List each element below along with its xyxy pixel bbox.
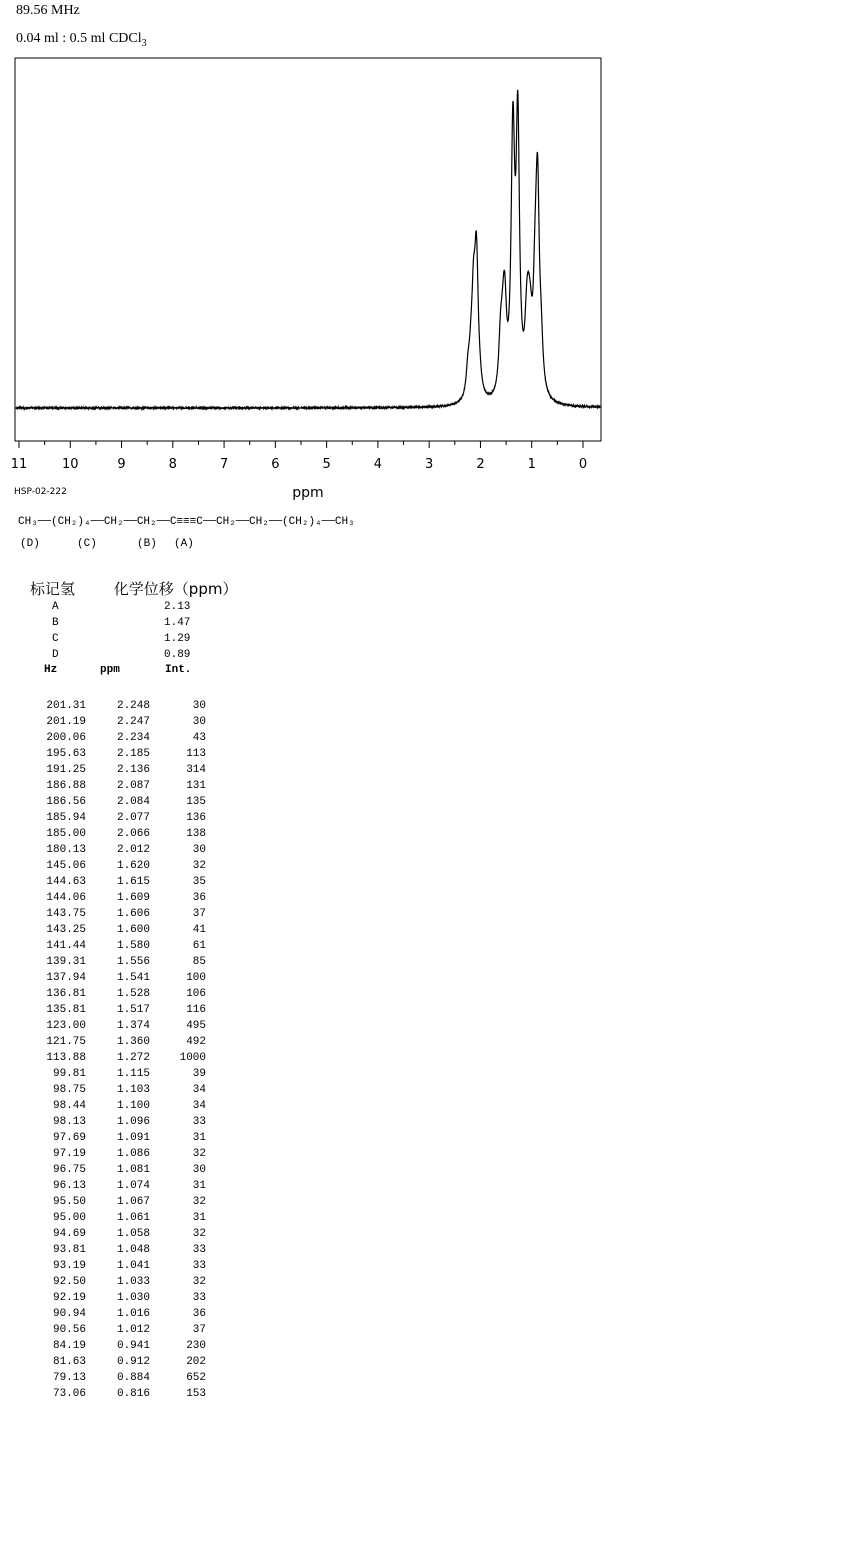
peak-hz: 94.69 <box>52 1228 86 1240</box>
peak-int: 314 <box>186 764 206 776</box>
label-c: (C) <box>77 538 97 550</box>
peak-int: 31 <box>192 1132 206 1144</box>
peak-hz: 113.88 <box>46 1052 86 1064</box>
peak-ppm: 1.103 <box>116 1084 150 1096</box>
peak-ppm: 0.884 <box>116 1372 150 1384</box>
peak-ppm: 1.272 <box>116 1052 150 1064</box>
peak-hz: 185.94 <box>46 812 86 824</box>
peak-int: 33 <box>192 1292 206 1304</box>
x-tick-label: 8 <box>168 457 177 472</box>
peak-int: 153 <box>186 1388 206 1400</box>
peak-int: 36 <box>192 892 206 904</box>
peak-ppm: 1.115 <box>116 1068 150 1080</box>
peak-hz: 97.19 <box>52 1148 86 1160</box>
peak-int: 39 <box>192 1068 206 1080</box>
assignment-col-shift: 化学位移（ppm） <box>113 580 238 598</box>
peak-int: 33 <box>192 1244 206 1256</box>
peak-hz: 81.63 <box>52 1356 86 1368</box>
peak-ppm: 2.234 <box>116 732 150 744</box>
label-a: (A) <box>174 538 194 550</box>
peak-ppm: 1.556 <box>116 956 150 968</box>
peak-hz: 144.06 <box>46 892 86 904</box>
peak-int: 1000 <box>179 1052 206 1064</box>
peak-hz: 200.06 <box>46 732 86 744</box>
sample-text: 0.04 ml : 0.5 ml CDCl <box>16 31 142 46</box>
header-ppm: ppm <box>100 664 120 676</box>
peak-hz: 95.50 <box>52 1196 86 1208</box>
peak-hz: 135.81 <box>46 1004 86 1016</box>
x-tick-label: 10 <box>61 457 79 472</box>
peak-ppm: 1.030 <box>116 1292 150 1304</box>
spectrum-trace <box>16 90 600 409</box>
peak-hz: 145.06 <box>46 860 86 872</box>
peak-hz: 201.19 <box>46 716 86 728</box>
assignment-label: A <box>52 601 59 613</box>
peak-int: 32 <box>192 1148 206 1160</box>
peak-hz: 195.63 <box>46 748 86 760</box>
assignment-col-label: 标记氢 <box>30 580 76 598</box>
sample-subscript: 3 <box>141 37 147 49</box>
peak-ppm: 2.084 <box>116 796 150 808</box>
nmr-spectrum-chart <box>0 0 850 510</box>
spectrum-code: HSP-02-222 <box>14 487 67 497</box>
peak-int: 230 <box>186 1340 206 1352</box>
header-hz: Hz <box>44 664 58 676</box>
assignment-label: C <box>52 633 59 645</box>
peak-ppm: 2.077 <box>116 812 150 824</box>
peak-int: 34 <box>192 1084 206 1096</box>
peak-ppm: 1.615 <box>116 876 150 888</box>
peak-int: 30 <box>192 716 206 728</box>
peak-int: 30 <box>192 1164 206 1176</box>
peak-hz: 96.13 <box>52 1180 86 1192</box>
peak-hz: 180.13 <box>46 844 86 856</box>
assignment-shift: 0.89 <box>164 649 191 661</box>
peak-ppm: 2.247 <box>116 716 150 728</box>
peak-hz: 137.94 <box>46 972 86 984</box>
peak-int: 37 <box>192 1324 206 1336</box>
peak-ppm: 2.012 <box>116 844 150 856</box>
peak-ppm: 1.374 <box>116 1020 150 1032</box>
x-tick-label: 11 <box>10 457 28 472</box>
x-tick-label: 5 <box>322 457 331 472</box>
x-axis-label: ppm <box>292 485 324 501</box>
peak-hz: 96.75 <box>52 1164 86 1176</box>
header-int: Int. <box>165 664 192 676</box>
peak-ppm: 2.185 <box>116 748 150 760</box>
peak-hz: 186.88 <box>46 780 86 792</box>
peak-int: 61 <box>192 940 206 952</box>
peak-int: 31 <box>192 1212 206 1224</box>
peak-hz: 185.00 <box>46 828 86 840</box>
assignment-shift: 1.29 <box>164 633 191 645</box>
peak-ppm: 0.941 <box>116 1340 150 1352</box>
peak-int: 131 <box>186 780 206 792</box>
peak-hz: 98.75 <box>52 1084 86 1096</box>
peak-int: 85 <box>192 956 206 968</box>
peak-hz: 79.13 <box>52 1372 86 1384</box>
x-tick-label: 9 <box>117 457 126 472</box>
peak-int: 32 <box>192 1276 206 1288</box>
x-tick-label: 7 <box>219 457 229 472</box>
peak-hz: 95.00 <box>52 1212 86 1224</box>
peak-ppm: 1.600 <box>116 924 150 936</box>
peak-ppm: 1.086 <box>116 1148 150 1160</box>
peak-hz: 93.19 <box>52 1260 86 1272</box>
peak-int: 652 <box>186 1372 206 1384</box>
peak-int: 135 <box>186 796 206 808</box>
peak-ppm: 1.541 <box>116 972 150 984</box>
peak-ppm: 1.074 <box>116 1180 150 1192</box>
peak-ppm: 1.067 <box>116 1196 150 1208</box>
peak-hz: 144.63 <box>46 876 86 888</box>
peak-ppm: 1.096 <box>116 1116 150 1128</box>
peak-int: 138 <box>186 828 206 840</box>
peak-ppm: 1.091 <box>116 1132 150 1144</box>
peak-hz: 92.19 <box>52 1292 86 1304</box>
peak-ppm: 2.136 <box>116 764 150 776</box>
peak-int: 35 <box>192 876 206 888</box>
peak-table-header <box>0 664 220 678</box>
peak-hz: 201.31 <box>46 700 86 712</box>
peak-int: 37 <box>192 908 206 920</box>
label-b: (B) <box>137 538 157 550</box>
peak-ppm: 0.912 <box>116 1356 150 1368</box>
x-tick-label: 4 <box>373 457 383 472</box>
peak-int: 106 <box>186 988 206 1000</box>
assignment-label: B <box>52 617 59 629</box>
peak-ppm: 1.061 <box>116 1212 150 1224</box>
peak-int: 495 <box>186 1020 206 1032</box>
peak-hz: 92.50 <box>52 1276 86 1288</box>
peak-int: 41 <box>192 924 206 936</box>
peak-int: 202 <box>186 1356 206 1368</box>
peak-hz: 141.44 <box>46 940 86 952</box>
peak-hz: 84.19 <box>52 1340 86 1352</box>
peak-ppm: 1.528 <box>116 988 150 1000</box>
peak-int: 30 <box>192 844 206 856</box>
peak-int: 36 <box>192 1308 206 1320</box>
x-tick-label: 6 <box>271 457 280 472</box>
x-tick-label: 2 <box>476 457 485 472</box>
peak-hz: 98.44 <box>52 1100 86 1112</box>
peak-int: 34 <box>192 1100 206 1112</box>
peak-hz: 139.31 <box>46 956 86 968</box>
peak-ppm: 1.048 <box>116 1244 150 1256</box>
peak-hz: 143.25 <box>46 924 86 936</box>
peak-hz: 143.75 <box>46 908 86 920</box>
peak-ppm: 1.012 <box>116 1324 150 1336</box>
assignment-shift: 1.47 <box>164 617 191 629</box>
peak-ppm: 1.606 <box>116 908 150 920</box>
peak-hz: 186.56 <box>46 796 86 808</box>
peak-int: 32 <box>192 860 206 872</box>
peak-int: 492 <box>186 1036 206 1048</box>
peak-hz: 73.06 <box>52 1388 86 1400</box>
peak-hz: 90.56 <box>52 1324 86 1336</box>
peak-int: 100 <box>186 972 206 984</box>
assignment-header <box>30 578 237 599</box>
peak-ppm: 1.016 <box>116 1308 150 1320</box>
x-tick-label: 1 <box>527 457 536 472</box>
peak-int: 43 <box>192 732 206 744</box>
label-d: (D) <box>20 538 40 550</box>
structure-formula: CH₃──(CH₂)₄──CH₂──CH₂──C≡≡≡C──CH₂──CH₂──(CH₂)₄──CH₃ <box>18 516 355 528</box>
peak-ppm: 1.620 <box>116 860 150 872</box>
assignment-label: D <box>52 649 59 661</box>
peak-int: 32 <box>192 1228 206 1240</box>
peak-hz: 191.25 <box>46 764 86 776</box>
peak-int: 30 <box>192 700 206 712</box>
peak-hz: 123.00 <box>46 1020 86 1032</box>
peak-int: 33 <box>192 1260 206 1272</box>
assignment-shift: 2.13 <box>164 601 191 613</box>
peak-int: 33 <box>192 1116 206 1128</box>
peak-int: 32 <box>192 1196 206 1208</box>
peak-ppm: 1.580 <box>116 940 150 952</box>
peak-hz: 136.81 <box>46 988 86 1000</box>
peak-hz: 99.81 <box>52 1068 86 1080</box>
peak-ppm: 1.058 <box>116 1228 150 1240</box>
peak-int: 31 <box>192 1180 206 1192</box>
peak-int: 116 <box>186 1004 206 1016</box>
spectrometer-frequency: 89.56 MHz <box>16 3 80 18</box>
peak-hz: 98.13 <box>52 1116 86 1128</box>
peak-ppm: 1.517 <box>116 1004 150 1016</box>
peak-hz: 121.75 <box>46 1036 86 1048</box>
peak-hz: 93.81 <box>52 1244 86 1256</box>
peak-ppm: 1.360 <box>116 1036 150 1048</box>
peak-ppm: 2.087 <box>116 780 150 792</box>
peak-ppm: 1.100 <box>116 1100 150 1112</box>
peak-hz: 90.94 <box>52 1308 86 1320</box>
peak-hz: 97.69 <box>52 1132 86 1144</box>
peak-int: 113 <box>186 748 206 760</box>
peak-ppm: 2.066 <box>116 828 150 840</box>
peak-ppm: 1.033 <box>116 1276 150 1288</box>
peak-ppm: 2.248 <box>116 700 150 712</box>
peak-ppm: 1.081 <box>116 1164 150 1176</box>
peak-ppm: 1.041 <box>116 1260 150 1272</box>
x-tick-label: 0 <box>578 457 588 472</box>
peak-int: 136 <box>186 812 206 824</box>
peak-ppm: 0.816 <box>116 1388 150 1400</box>
peak-ppm: 1.609 <box>116 892 150 904</box>
x-tick-label: 3 <box>425 457 434 472</box>
